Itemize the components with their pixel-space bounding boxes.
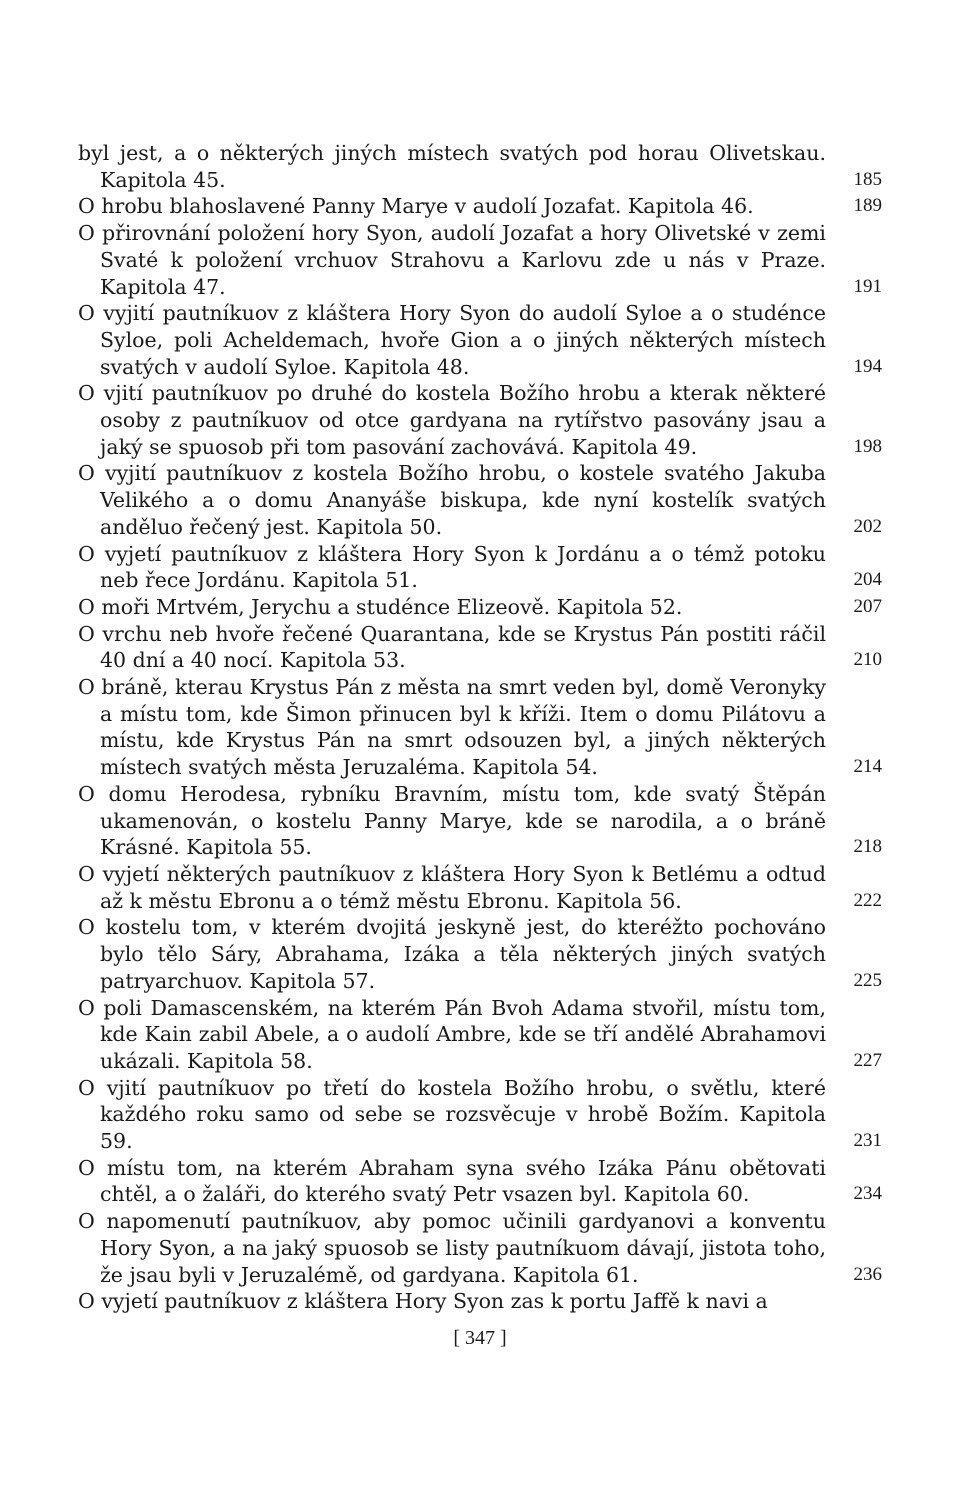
entry-page-number: 202 [853,515,882,537]
toc-entry [78,594,884,621]
entry-page-number: 204 [853,569,882,591]
entry-page-number: 231 [853,1130,882,1152]
entry-page-number: 225 [853,969,882,991]
toc-entry [78,674,884,781]
entry-page-number: 189 [853,195,882,217]
entry-text: O vjití pautníkuov po druhé do kostela Božího hrobu a kterak některé osoby z pautníkuov od otce gardyana na rytířstvo pasovány jsau a jaký se spuosob při tom pasování zachovává. Kapitola 49. [78,381,826,459]
entry-text: O vyjetí pautníkuov z kláštera Hory Syon k Jordánu a o témž potoku neb řece Jordánu. Kapitola 51. [78,541,826,593]
entry-page-number: 227 [853,1049,882,1071]
entry-page-number: 218 [853,836,882,858]
entry-page-number: 191 [853,275,882,297]
toc-entry [78,380,884,460]
toc-entry [78,140,884,193]
entry-text: O napomenutí pautníkuov, aby pomoc učinili gardyanovi a konventu Hory Syon, a na jaký spuosob se listy pautníkuom dávají, jistota toho, že jsau byli v Jeruzalémě, od gardyana. Kapitola 61. [78,1209,826,1287]
entry-text: O bráně, kterau Krystus Pán z města na smrt veden byl, domě Veronyky a místu tom, kde Šimon přinucen byl k kříži. Item o domu Pilátovu a místu, kde Krystus Pán na smrt odsouzen byl, a jiných některých místech svatých města Jeruzaléma. Kapitola 54. [78,675,826,780]
entry-text: O vyjetí některých pautníkuov z kláštera Hory Syon k Betlému a odtud až k městu Ebronu a o témž městu Ebronu. Kapitola 56. [78,861,826,913]
toc-entry [78,460,884,540]
toc-entry [78,220,884,300]
toc-entry [78,541,884,594]
entry-text: O vrchu neb hvoře řečené Quarantana, kde se Krystus Pán postiti ráčil 40 dní a 40 nocí. Kapitola 53. [78,621,826,673]
entry-text: O moři Mrtvém, Jerychu a studénce Elizeově. Kapitola 52. [78,594,683,619]
entry-text: O kostelu tom, v kterém dvojitá jeskyně jest, do kteréžto pochováno bylo tělo Sáry, Abrahama, Izáka a těla některých jiných svatých patryarchuov. Kapitola 57. [78,915,826,993]
page-folio: [ 347 ] [453,1327,507,1349]
entry-page-number: 210 [853,649,882,671]
entry-page-number: 207 [853,595,882,617]
toc-entry [78,914,884,994]
entry-page-number: 214 [853,756,882,778]
entry-page-number: 194 [853,355,882,377]
toc-entry [78,300,884,380]
entry-text: byl jest, a o některých jiných místech svatých pod horau Olivetskau. Kapitola 45. [78,141,826,192]
entry-page-number: 234 [853,1183,882,1205]
entry-text: O poli Damascenském, na kterém Pán Bvoh Adama stvořil, místu tom, kde Kain zabil Abele, a o audolí Ambre, kde se tří andělé Abrahamovi ukázali. Kapitola 58. [78,995,826,1073]
toc-entry [78,193,884,220]
entry-page-number: 185 [853,168,882,190]
entry-page-number: 222 [853,889,882,911]
toc-entry [78,995,884,1075]
entry-text: O domu Herodesa, rybníku Bravním, místu tom, kde svatý Štěpán ukamenován, o kostelu Panny Marye, kde se narodila, a o bráně Krásné. Kapitola 55. [78,781,826,860]
entry-text: O vyjití pautníkuov z kláštera Hory Syon do audolí Syloe a o studénce Syloe, poli Acheldemach, hvoře Gion a o jiných některých místech svatých v audolí Syloe. Kapitola 48. [78,301,826,379]
toc-entry [78,1155,884,1208]
toc-entry [78,1208,884,1288]
entry-text: O hrobu blahoslavené Panny Marye v audolí Jozafat. Kapitola 46. [78,194,754,219]
entry-text: O vyjití pautníkuov z kostela Božího hrobu, o kostele svatého Jakuba Velikého a o domu Ananyáše biskupa, kde nyní kostelík svatých anděluo řečený jest. Kapitola 50. [78,461,826,539]
entry-text: O vyjetí pautníkuov z kláštera Hory Syon zas k portu Jaffě k navi a [78,1289,768,1314]
entry-text: O přirovnání položení hory Syon, audolí Jozafat a hory Olivetské v zemi Svaté k položení vrchuov Strahovu a Karlovu zde u nás v Praze. Kapitola 47. [78,221,826,299]
toc-entry [78,621,884,674]
entry-text: O místu tom, na kterém Abraham syna svého Izáka Pánu obětovati chtěl, a o žaláři, do kterého svatý Petr vsazen byl. Kapitola 60. [78,1155,826,1207]
entry-page-number: 236 [853,1263,882,1285]
entry-page-number: 198 [853,435,882,457]
toc-entry [78,781,884,861]
table-of-contents [78,140,884,1315]
entry-text: O vjití pautníkuov po třetí do kostela Božího hrobu, o světlu, které každého roku samo od sebe se rozsvěcuje v hrobě Božím. Kapitola 59. [78,1075,826,1154]
toc-entry [78,861,884,914]
toc-entry [78,1288,884,1315]
toc-entry [78,1075,884,1155]
